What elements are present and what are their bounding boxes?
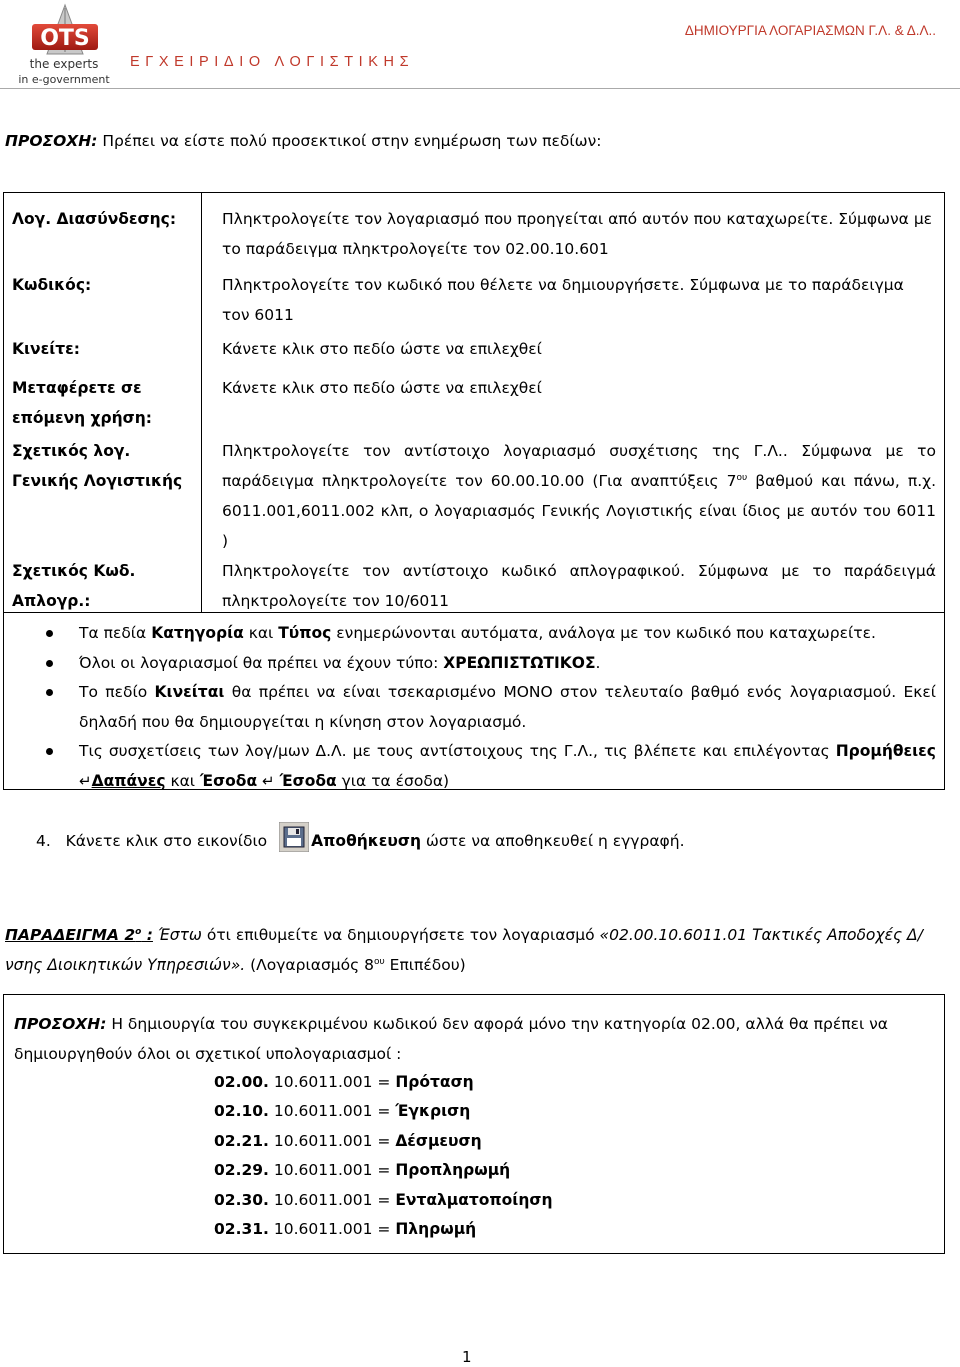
list-item: 02.00. 10.6011.001 = Πρόταση <box>214 1073 474 1091</box>
example-label: ΠΑΡΑΔΕΙΓΜΑ $2^o$ : <box>5 926 153 944</box>
list-item: Τις συσχετίσεις των λογ/μων Δ.Λ. με τους αντίστοιχους της Γ.Λ., τις βλέπετε και επιλέγοντας Προμήθειες ↵Δαπάνες και Έσοδα ↵ Έσοδα για τα έσοδα) <box>46 737 936 796</box>
logo-tagline-2: in e-government <box>18 73 110 86</box>
notes-list <box>46 619 936 796</box>
field-desc-simple-code: Πληκτρολογείτε τον αντίστοιχο κωδικό απλογραφικού. Σύμφωνα με το παράδειγμά πληκτρολογείτε τον 10/6011 <box>222 562 936 610</box>
list-item: 02.10. 10.6011.001 = Έγκριση <box>214 1102 471 1121</box>
field-desc-moving: Κάνετε κλικ στο πεδίο ώστε να επιλεχθεί <box>222 340 542 358</box>
field-label-moving: Κινείτε: <box>12 340 80 358</box>
enter-arrow-icon: ↵ <box>79 771 92 790</box>
gl-desc-sup: ου <box>736 472 748 483</box>
page-number: 1 <box>462 1348 472 1366</box>
warning-label: ΠΡΟΣΟΧΗ: <box>5 132 98 150</box>
field-label-gl-account: Σχετικός λογ. Γενικής Λογιστικής <box>12 442 183 490</box>
gl-desc-part-1: Πληκτρολογείτε τον αντίστοιχο λογαριασμό συσχέτισης της Γ.Λ.. Σύμφωνα με το παράδειγμα πληκτρολογείτε τον 60.00.10.00 (Για αναπτύξεις 7 <box>222 442 936 490</box>
enter-arrow-icon: ↵ <box>262 771 275 790</box>
logo-text: OTS <box>40 26 90 51</box>
example-2-paragraph: ΠΑΡΑΔΕΙΓΜΑ $2^o$ : Έστω ότι επιθυμείτε να δημιουργήσετε τον λογαριασμό «02.00.10.6011.01 Τακτικές Αποδοχές Δ/νσης Διοικητικών Υπηρεσιών». (Λογαριασμός $8^{o\upsilon}$ Επιπέδου) <box>5 926 923 974</box>
bullet-icon <box>46 630 53 637</box>
save-label: Αποθήκευση <box>311 832 421 850</box>
gl-desc-part-2: βαθμού και πάνω, π.χ. 6011.001,6011.002 κλπ, ο λογαριασμός Γενικής Λογιστικής είναι ίδιος με αυτόν του 6011 ) <box>222 472 937 550</box>
step-4: 4. Κάνετε κλικ στο εικονίδιο Αποθήκευση ώστε να αποθηκευθεί η εγγραφή. <box>36 832 685 850</box>
list-item: Το πεδίο Κινείται θα πρέπει να είναι τσεκαρισμένο ΜΟΝΟ στον τελευταίο βαθμό ενός λογαριασμού. Εκεί δηλαδή που θα δημιουργείται η κίνηση στον λογαριασμό. <box>46 678 936 737</box>
warning-paragraph <box>5 132 601 150</box>
field-desc-link-account: Πληκτρολογείτε τον λογαριασμό που προηγείται από αυτόν που καταχωρείτε. Σύμφωνα με το παράδειγμα πληκτρολογείτε τον 02.00.10.601 <box>222 210 933 258</box>
field-label-code: Κωδικός: <box>12 276 92 294</box>
field-desc-gl-account <box>222 436 936 556</box>
step-number: 4. <box>36 832 51 850</box>
bullet-icon <box>46 660 53 667</box>
list-item: Τα πεδία Κατηγορία και Τύπος ενημερώνονται αυτόματα, ανάλογα με τον κωδικό που καταχωρείτε. <box>46 619 936 649</box>
field-label-carry-over: Μεταφέρετε σε επόμενη χρήση: <box>12 379 152 427</box>
warning-label: ΠΡΟΣΟΧΗ: <box>14 1015 107 1033</box>
table-column-divider <box>201 192 202 612</box>
bullet-icon <box>46 748 53 755</box>
step-text: Κάνετε κλικ στο εικονίδιο <box>65 832 268 850</box>
ots-logo <box>4 2 126 88</box>
logo-tagline-1: the experts <box>29 57 99 71</box>
codes-list <box>214 1068 553 1244</box>
field-desc-carry-over: Κάνετε κλικ στο πεδίο ώστε να επιλεχθεί <box>222 379 542 397</box>
bullet-icon <box>46 689 53 696</box>
header-divider <box>0 88 960 89</box>
list-item: 02.29. 10.6011.001 = Προπληρωμή <box>214 1161 511 1180</box>
save-icon <box>279 822 309 852</box>
list-item: 02.30. 10.6011.001 = Ενταλματοποίηση <box>214 1190 553 1209</box>
example-account: «02.00.10.6011.01 Τακτικές Αποδοχές Δ/νσης Διοικητικών Υπηρεσιών». <box>5 926 923 974</box>
field-desc-code: Πληκτρολογείτε τον κωδικό που θέλετε να δημιουργήσετε. Σύμφωνα με το παράδειγμα τον 6011 <box>222 276 904 324</box>
manual-title: ΕΓΧΕΙΡΙΔΙΟ ΛΟΓΙΣΤΙΚΗΣ <box>130 54 415 70</box>
section-title: ΔΗΜΙΟΥΡΓΙΑ ΛΟΓΑΡΙΑΣΜΩΝ Γ.Λ. & Δ.Λ.. <box>684 23 936 38</box>
warning-text: Πρέπει να είστε πολύ προσεκτικοί στην ενημέρωση των πεδίων: <box>97 132 602 150</box>
list-item: 02.21. 10.6011.001 = Δέσμευση <box>214 1131 482 1150</box>
list-item: 02.31. 10.6011.001 = Πληρωμή <box>214 1220 477 1239</box>
field-label-simple-code: Σχετικός Κωδ. Απλογρ.: <box>12 562 136 610</box>
field-label-link-account: Λογ. Διασύνδεσης: <box>12 210 177 228</box>
warning-2-paragraph: ΠΡΟΣΟΧΗ: Η δημιουργία του συγκεκριμένου κωδικού δεν αφορά μόνο την κατηγορία 02.00, αλλά θα πρέπει να δημιουργηθούν όλοι οι σχετικοί υπολογαριασμοί : <box>14 1015 888 1063</box>
list-item: Όλοι οι λογαριασμοί θα πρέπει να έχουν τύπο: ΧΡΕΩΠΙΣΤΩΤΙΚΟΣ. <box>46 649 936 679</box>
